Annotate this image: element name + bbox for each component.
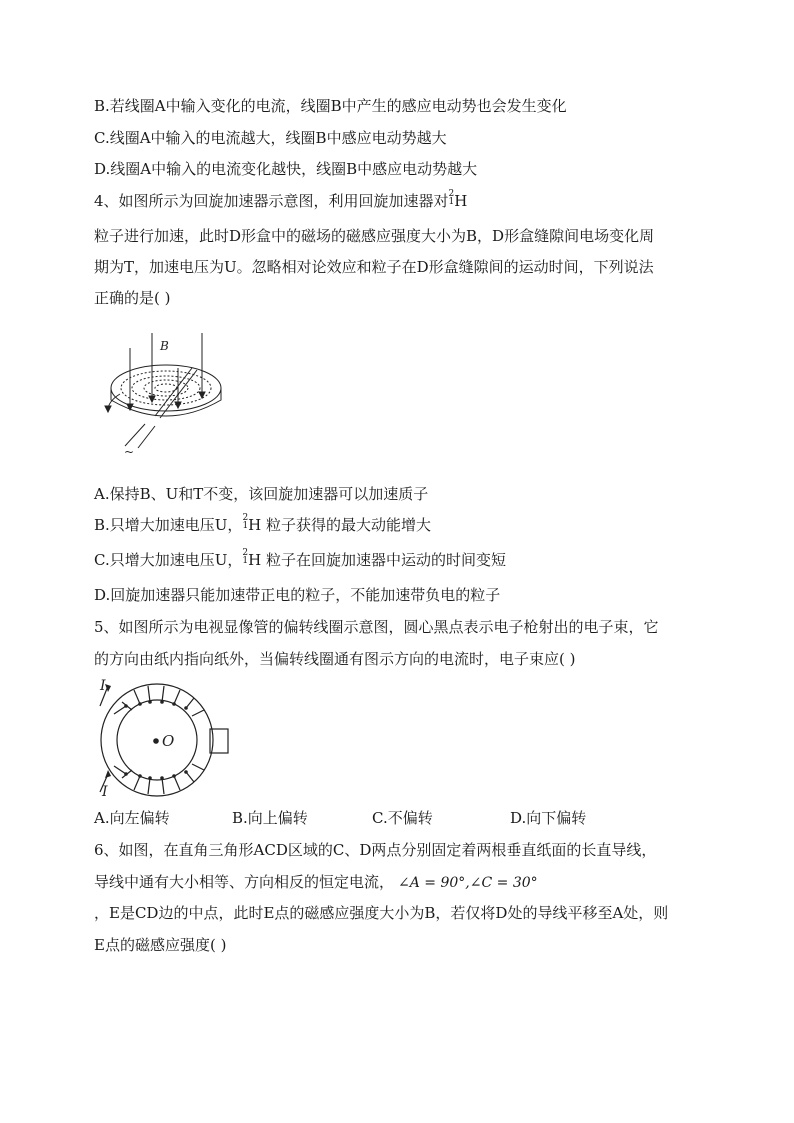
angle-condition: ∠A = 90°,∠C = 30°	[398, 875, 538, 891]
center-label-o: O	[162, 732, 175, 750]
q3-option-c: C.线圈A中输入的电流越大，线圈B中感应电动势越大	[94, 129, 447, 147]
q3-option-b: B.若线圈A中输入变化的电流，线圈B中产生的感应电动势也会发生变化	[94, 97, 567, 115]
q3-option-d: D.线圈A中输入的电流变化越快，线圈B中感应电动势越大	[94, 160, 478, 178]
cyclotron-diagram	[100, 328, 230, 458]
q4-option-c: C.只增大加速电压U， 2 1 H 粒子在回旋加速器中运动的时间变短	[94, 548, 506, 569]
q5-option-d: D.向下偏转	[510, 809, 587, 827]
electron-beam-dot	[153, 738, 159, 744]
q6-stem-line1: 6、如图，在直角三角形ACD区域的C、D两点分别固定着两根垂直纸面的长直导线，	[94, 841, 657, 859]
q4-stem-line3: 期为T，加速电压为U。忽略相对论效应和粒子在D形盒缝隙间的运动时间，下列说法	[94, 258, 654, 276]
current-label-top: I	[100, 678, 106, 694]
nuclide-notation: 2 1	[448, 189, 455, 207]
nuclide-notation: 2 1	[242, 513, 249, 531]
ac-source-symbol: ~	[124, 445, 135, 458]
q6-stem-line3: ，E是CD边的中点，此时E点的磁感应强度大小为B，若仅将D处的导线平移至A处，则	[94, 904, 669, 922]
q5-option-a: A.向左偏转	[94, 809, 170, 827]
q5-stem-line2: 的方向由纸内指向纸外，当偏转线圈通有图示方向的电流时，电子束应( )	[94, 650, 576, 668]
q6-stem-line4: E点的磁感应强度( )	[94, 936, 227, 954]
q4-option-d: D.回旋加速器只能加速带正电的粒子，不能加速带负电的粒子	[94, 586, 501, 604]
q5-option-b: B.向上偏转	[232, 809, 308, 827]
current-label-bottom: I	[102, 784, 108, 800]
deflection-coil-figure	[92, 676, 237, 801]
q4-stem-line2: 粒子进行加速，此时D形盒中的磁场的磁感应强度大小为B，D形盒缝隙间电场变化周	[94, 227, 655, 245]
q4-stem-line1: 4、如图所示为回旋加速器示意图，利用回旋加速器对 2 1 H	[94, 189, 468, 210]
deflection-coil-diagram	[92, 676, 237, 801]
cyclotron-figure	[100, 328, 230, 458]
nuclide-notation: 2 1	[242, 548, 249, 566]
q4-option-b: B.只增大加速电压U， 2 1 H 粒子获得的最大动能增大	[94, 513, 432, 534]
q4-option-a: A.保持B、U和T不变，该回旋加速器可以加速质子	[94, 485, 429, 503]
q5-option-c: C.不偏转	[372, 809, 433, 827]
field-label-b: B	[160, 339, 169, 353]
q4-stem-line4: 正确的是( )	[94, 289, 171, 307]
q5-stem-line1: 5、如图所示为电视显像管的偏转线圈示意图，圆心黑点表示电子枪射出的电子束，它	[94, 618, 659, 636]
q6-stem-line2: 导线中通有大小相等、方向相反的恒定电流， ∠A = 90°,∠C = 30°	[94, 873, 538, 891]
